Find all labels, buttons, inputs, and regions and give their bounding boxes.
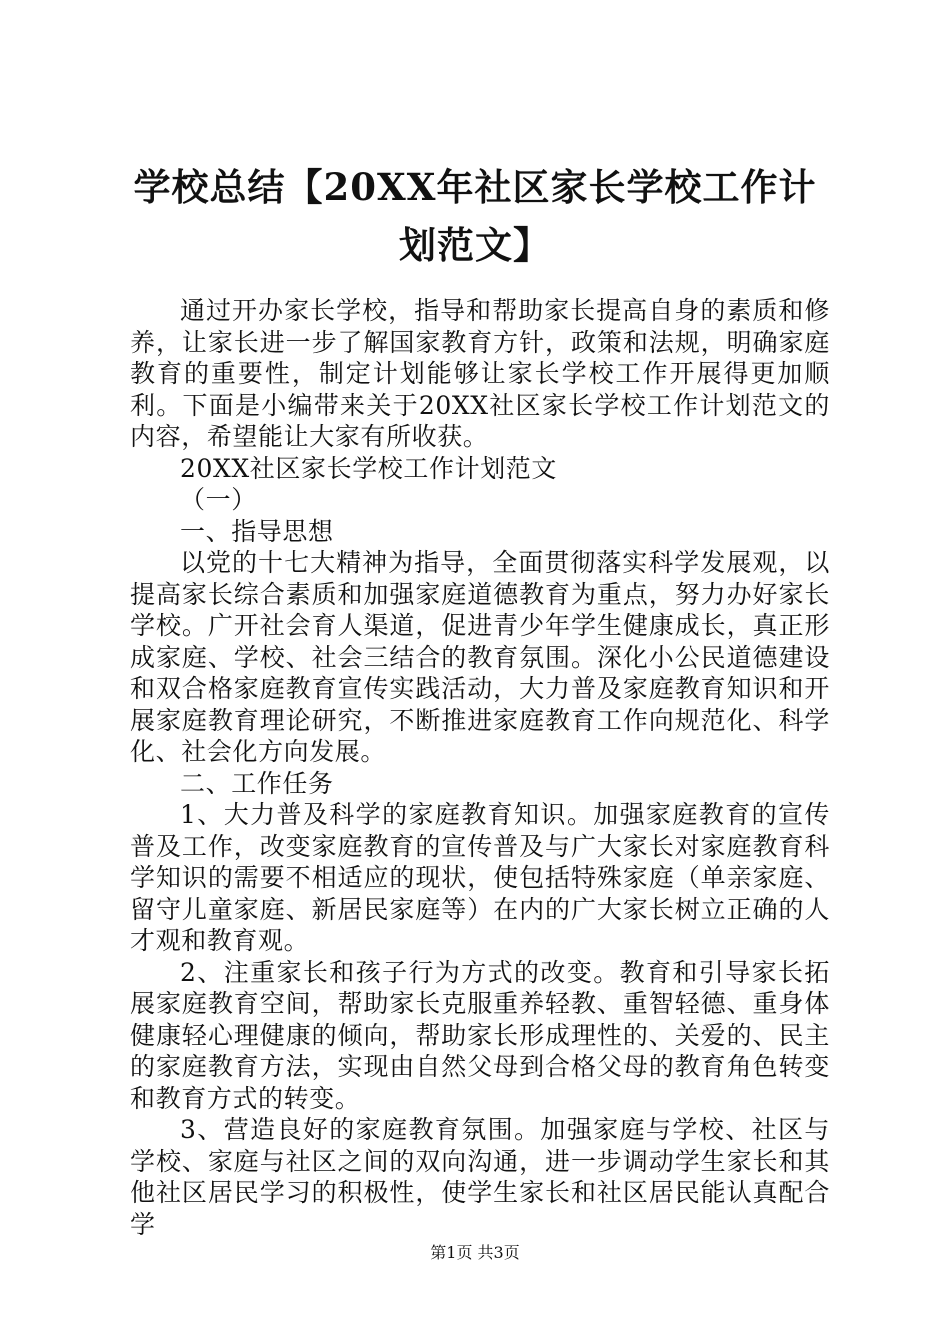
document-body: [130, 295, 830, 1240]
section-heading-work-tasks: 二、工作任务: [180, 768, 334, 798]
task-item-3: 3、营造良好的家庭教育氛围。加强家庭与学校、社区与学校、家庭与社区之间的双向沟通，进一步调动学生家长和其他社区居民学习的积极性，使学生家长和社区居民能认真配合学: [130, 1115, 830, 1239]
page-footer: 第1页 共3页: [430, 1243, 520, 1262]
subtitle-heading: 20XX社区家长学校工作计划范文: [180, 453, 558, 483]
task-item-2: 2、注重家长和孩子行为方式的改变。教育和引导家长拓展家庭教育空间，帮助家长克服重养轻教、重智轻德、重身体健康轻心理健康的倾向，帮助家长形成理性的、关爱的、民主的家庭教育方法，实现由自然父母到合格父母的教育角色转变和教育方式的转变。: [130, 957, 830, 1113]
guiding-ideology-paragraph: 以党的十七大精神为指导，全面贯彻落实科学发展观，以提高家长综合素质和加强家庭道德教育为重点，努力办好家长学校。广开社会育人渠道，促进青少年学生健康成长，真正形成家庭、学校、社会三结合的教育氛围。深化小公民道德建设和双合格家庭教育宣传实践活动，大力普及家庭教育知识和开展家庭教育理论研究，不断推进家庭教育工作向规范化、科学化、社会化方向发展。: [130, 548, 830, 766]
task-item-1: 1、大力普及科学的家庭教育知识。加强家庭教育的宣传普及工作，改变家庭教育的宣传普及与广大家长对家庭教育科学知识的需要不相适应的现状，使包括特殊家庭（单亲家庭、留守儿童家庭、新居民家庭等）在内的广大家长树立正确的人才观和教育观。: [130, 800, 830, 955]
section-number-heading: （一）: [180, 485, 257, 514]
intro-paragraph: 通过开办家长学校，指导和帮助家长提高自身的素质和修养，让家长进一步了解国家教育方针，政策和法规，明确家庭教育的重要性，制定计划能够让家长学校工作开展得更加顺利。下面是小编带来关于20XX社区家长学校工作计划范文的内容，希望能让大家有所收获。: [130, 296, 830, 451]
document-title: 学校总结【20XX年社区家长学校工作计划范文】: [133, 165, 817, 267]
section-heading-guiding-ideology: 一、指导思想: [180, 516, 334, 546]
